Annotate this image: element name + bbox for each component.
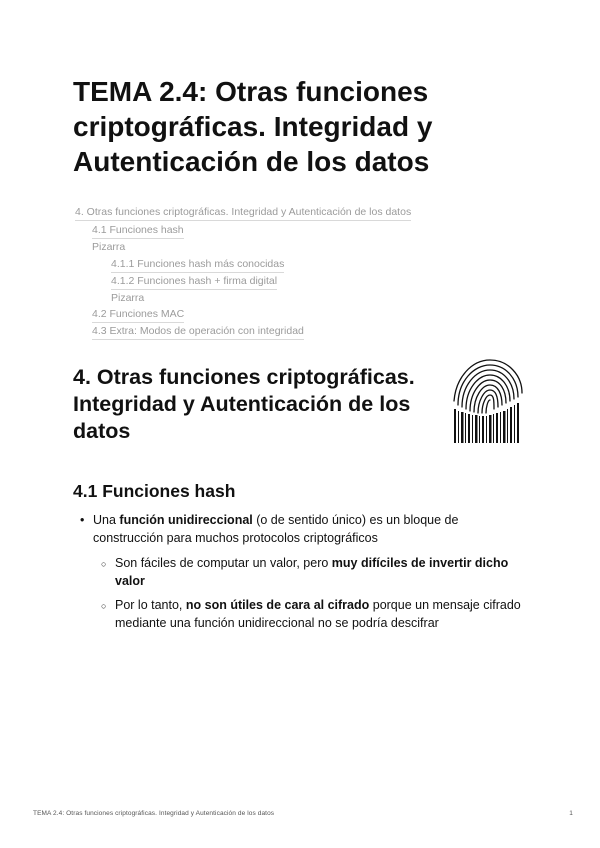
subsection-title: 4.1 Funciones hash — [73, 481, 236, 501]
bullet-circle: ○ — [101, 601, 107, 611]
toc-link-4-1[interactable]: 4.1 Funciones hash — [92, 223, 184, 239]
toc-link-4-1-1[interactable]: 4.1.1 Funciones hash más conocidas — [111, 257, 284, 273]
toc-link-4-3[interactable]: 4.3 Extra: Modos de operación con integridad — [92, 324, 304, 340]
page-number: 1 — [569, 810, 573, 817]
footer-text: TEMA 2.4: Otras funciones criptográficas. Integridad y Autenticación de los datos — [33, 810, 275, 817]
list-item: ○ Por lo tanto, no son útiles de cara al cifrado porque un mensaje cifrado mediante una función unidireccional no se podría descifrar — [101, 598, 521, 630]
page-footer — [33, 810, 573, 817]
toc-link-4[interactable]: 4. Otras funciones criptográficas. Integridad y Autenticación de los datos — [75, 205, 411, 221]
page-title: TEMA 2.4: Otras funciones criptográficas. Integridad y Autenticación de los datos — [73, 76, 433, 177]
toc-item-pizarra-1: Pizarra — [92, 241, 126, 253]
list-item: ○ Son fáciles de computar un valor, pero muy difíciles de invertir dicho valor — [101, 556, 509, 588]
toc-link-4-1-2[interactable]: 4.1.2 Funciones hash + firma digital — [111, 274, 277, 290]
toc-link-4-2[interactable]: 4.2 Funciones MAC — [92, 307, 184, 323]
section-title: 4. Otras funciones criptográficas. Integridad y Autenticación de los datos — [73, 365, 415, 443]
toc-item-pizarra-2: Pizarra — [111, 292, 145, 304]
fingerprint-icon — [448, 357, 524, 443]
bullet-dot: • — [80, 513, 85, 527]
list-item: • Una función unidireccional (o de sentido único) es un bloque de construcción para muchos protocolos criptográficos — [80, 513, 459, 545]
bullet-circle: ○ — [101, 559, 107, 569]
